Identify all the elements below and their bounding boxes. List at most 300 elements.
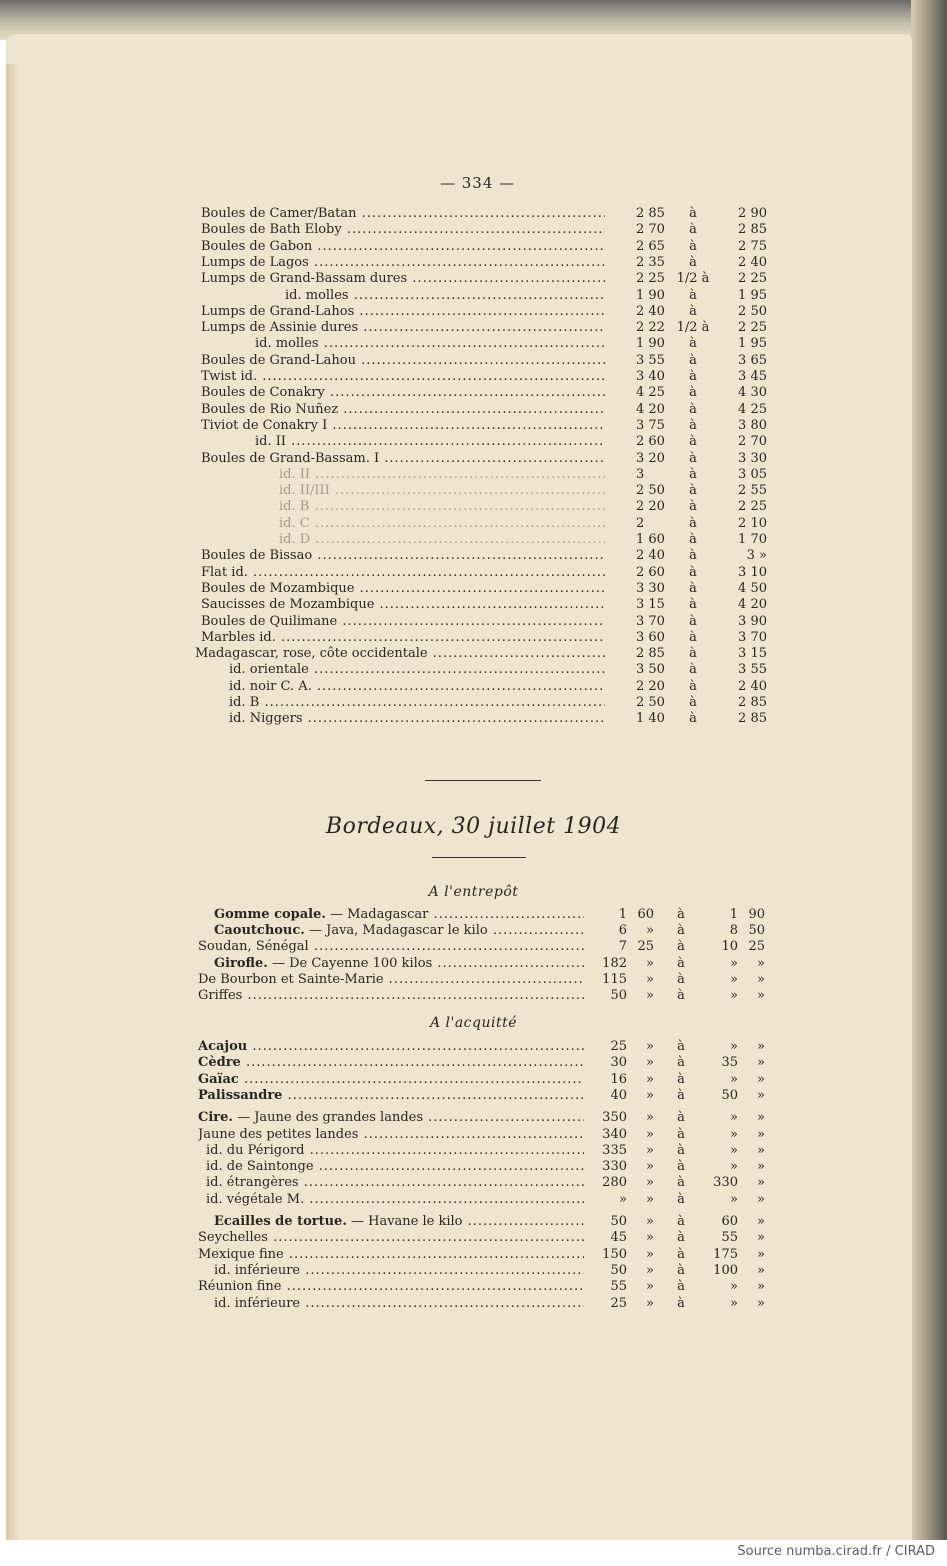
price-separator: à [689, 695, 697, 710]
price-high: 2 10 [738, 515, 767, 531]
price-separator: 1/2 à [676, 320, 710, 336]
table-row [0, 1175, 947, 1191]
price-high-units: 175 [713, 1246, 738, 1262]
price-high: 3 » [746, 548, 767, 564]
row-label: Boules de Grand-Bassam. I ..... [201, 451, 605, 467]
price-high-cents: » [757, 1055, 765, 1071]
price-high: 2 55 [738, 483, 767, 499]
price-separator: 1/2 à [676, 271, 710, 287]
table-row [0, 222, 947, 238]
price-low: 2 40 [636, 548, 665, 564]
price-separator: à [677, 1039, 685, 1054]
price-low-units: 280 [602, 1175, 627, 1191]
table-row [0, 1279, 947, 1295]
price-high: 4 20 [738, 597, 767, 613]
table-row [0, 1263, 947, 1279]
row-label-bold: Gaïac [198, 1071, 239, 1087]
price-low: 2 35 [636, 254, 665, 270]
price-low: 2 20 [636, 678, 665, 694]
table-row [0, 662, 947, 678]
row-label: Boules de Mozambique ..... [201, 581, 605, 597]
price-separator: à [689, 613, 697, 629]
price-high-cents: » [757, 1142, 765, 1158]
row-label: id. molles ..... [285, 288, 605, 304]
price-separator: à [689, 385, 697, 401]
price-separator: à [689, 597, 697, 613]
table-row [0, 1247, 947, 1263]
row-label: Twist id. ..... [201, 369, 605, 385]
table-row [0, 434, 947, 450]
price-low-cents: » [646, 1295, 654, 1311]
price-high: 3 45 [738, 369, 767, 384]
price-high-units: » [730, 1191, 738, 1207]
price-high: 3 10 [738, 564, 767, 580]
table-row [0, 499, 947, 515]
price-separator: à [677, 1142, 685, 1158]
price-low: 3 70 [636, 613, 665, 629]
row-label-text: id. inférieure [214, 1262, 301, 1278]
price-low-cents: » [646, 1262, 654, 1278]
row-label: id. molles ..... [255, 336, 605, 352]
price-low-units: 150 [602, 1246, 627, 1262]
price-high-cents: 90 [748, 907, 765, 922]
price-low-units: 25 [610, 1295, 627, 1311]
price-low-units: 45 [610, 1230, 627, 1246]
price-high: 3 05 [738, 466, 767, 482]
price-separator: à [677, 1175, 685, 1191]
row-label-text: id. étrangères [206, 1175, 299, 1191]
price-separator: à [689, 336, 697, 352]
row-label: id. II/III ..... [279, 483, 605, 499]
price-low: 2 20 [636, 499, 665, 515]
row-label: Boules de Rio Nuñez ..... [201, 402, 605, 418]
table-row [0, 1127, 947, 1143]
row-label-text: Griffes [198, 988, 243, 1003]
price-low-units: 350 [602, 1110, 627, 1126]
price-low-cents: » [646, 1279, 654, 1295]
price-separator: à [689, 254, 697, 270]
table-row [0, 353, 947, 369]
row-label-bold: Caoutchouc. [214, 923, 305, 939]
price-low-units: 16 [610, 1071, 627, 1087]
table-row [0, 1214, 947, 1230]
price-low-units: 115 [602, 971, 627, 987]
price-high: 2 85 [738, 222, 767, 238]
row-label [214, 956, 584, 972]
row-label: id. B ..... [279, 499, 605, 515]
price-low: 3 30 [636, 580, 665, 596]
row-label: Saucisses de Mozambique ..... [201, 597, 605, 613]
price-low-units: 182 [602, 955, 627, 971]
row-label [206, 1175, 584, 1191]
price-high-cents: » [757, 1214, 765, 1229]
row-label: Lumps de Lagos ..... [201, 255, 605, 271]
table-row [0, 320, 947, 336]
row-label [198, 1247, 584, 1263]
price-low: 3 50 [636, 662, 665, 678]
price-separator: à [677, 907, 685, 922]
price-high-units: 330 [713, 1175, 738, 1191]
price-high: 2 40 [738, 678, 767, 694]
price-low-units: 340 [602, 1126, 627, 1142]
price-separator: à [689, 564, 697, 580]
row-label [214, 923, 584, 939]
table-row [0, 1159, 947, 1175]
price-high-cents: » [757, 1175, 765, 1191]
price-low-units: 50 [610, 1262, 627, 1278]
row-label: id. II ..... [279, 467, 605, 483]
price-high: 2 85 [738, 695, 767, 710]
price-low: 2 65 [636, 238, 665, 254]
price-separator: à [677, 1262, 685, 1278]
price-separator: à [689, 678, 697, 694]
price-low: 3 15 [636, 597, 665, 613]
table-row [0, 1143, 947, 1159]
price-low-cents: 25 [637, 939, 654, 955]
table-row [0, 939, 947, 955]
price-low-cents: » [646, 1055, 654, 1071]
row-label: Flat id. ..... [201, 565, 605, 581]
price-high-cents: » [757, 1262, 765, 1278]
price-separator: à [677, 1087, 685, 1103]
table-row [0, 597, 947, 613]
price-low: 2 22 [636, 320, 665, 336]
price-low: 2 25 [636, 271, 665, 287]
price-low-cents: » [646, 955, 654, 971]
table-row [0, 1039, 947, 1055]
row-label [214, 1296, 584, 1312]
price-low-cents: 60 [637, 907, 654, 922]
price-separator: à [677, 1230, 685, 1246]
price-high: 3 55 [738, 662, 767, 678]
price-high-units: » [730, 955, 738, 971]
table-row [0, 288, 947, 304]
price-low-units: 40 [610, 1087, 627, 1103]
price-separator: à [689, 434, 697, 450]
price-high-units: » [730, 1142, 738, 1158]
price-separator: à [689, 711, 697, 727]
price-high-cents: » [757, 1110, 765, 1126]
price-high: 2 25 [738, 271, 767, 287]
table-row [0, 581, 947, 597]
price-separator: à [677, 955, 685, 971]
row-label: Boules de Gabon ..... [201, 239, 605, 255]
price-low: 2 70 [636, 222, 665, 238]
table-row [0, 630, 947, 646]
price-separator: à [689, 515, 697, 531]
row-label [198, 988, 584, 1004]
page-number: — 334 — [440, 174, 516, 192]
price-low-cents: » [646, 923, 654, 939]
price-separator: à [677, 1191, 685, 1207]
table-row [0, 385, 947, 401]
price-separator: à [689, 369, 697, 384]
price-high: 2 50 [738, 303, 767, 319]
row-label-text: Seychelles [198, 1230, 268, 1246]
row-label-text: — Madagascar [325, 907, 429, 922]
row-label [206, 1143, 584, 1159]
row-label: Tiviot de Conakry I ..... [201, 418, 605, 434]
row-label-text: id. végétale M. [206, 1191, 305, 1207]
price-low-cents: » [646, 1110, 654, 1126]
price-separator: à [689, 580, 697, 596]
row-label: Madagascar, rose, côte occidentale ..... [195, 646, 605, 662]
price-high: 3 90 [738, 613, 767, 629]
table-row [0, 548, 947, 564]
row-label [198, 972, 584, 988]
price-low: 3 20 [636, 450, 665, 466]
price-separator: à [689, 483, 697, 499]
price-low: 3 75 [636, 417, 665, 433]
price-separator: à [689, 401, 697, 417]
price-separator: à [689, 303, 697, 319]
heading-underline [432, 857, 526, 858]
price-high: 2 75 [738, 238, 767, 254]
row-label [206, 1159, 584, 1175]
price-high-units: » [730, 1126, 738, 1142]
price-separator: à [677, 939, 685, 955]
price-high-cents: » [757, 1126, 765, 1142]
price-low: 3 [636, 466, 645, 482]
table-row [0, 1072, 947, 1088]
row-label [198, 1127, 584, 1143]
price-high-units: 50 [721, 1087, 738, 1103]
price-separator: à [689, 466, 697, 482]
section-title-entrepot: A l'entrepôt [428, 884, 519, 900]
price-low-cents: » [646, 1230, 654, 1246]
price-high-cents: » [757, 971, 765, 987]
table-row [0, 988, 947, 1004]
price-low-units: 7 [618, 939, 627, 955]
price-high: 4 50 [738, 580, 767, 596]
price-separator: à [677, 1214, 685, 1229]
price-high: 3 70 [738, 629, 767, 645]
price-high: 2 25 [738, 320, 767, 336]
row-label-bold: Gomme copale. [214, 907, 326, 922]
price-low-cents: » [646, 1126, 654, 1142]
price-high: 2 90 [738, 206, 767, 221]
price-high: 3 80 [738, 417, 767, 433]
table-row [0, 1296, 947, 1312]
price-high-units: » [730, 1071, 738, 1087]
price-separator: à [677, 1071, 685, 1087]
table-row [0, 271, 947, 287]
price-low: 2 50 [636, 483, 665, 499]
price-low-cents: » [646, 971, 654, 987]
price-high-units: 60 [721, 1214, 738, 1229]
price-separator: à [677, 971, 685, 987]
price-low: 2 [636, 515, 645, 531]
price-high-units: » [730, 1279, 738, 1295]
price-low-cents: » [646, 1214, 654, 1229]
row-label-text: — Java, Madagascar le kilo [304, 923, 488, 939]
table-row [0, 956, 947, 972]
price-high-cents: » [757, 1039, 765, 1054]
table-row [0, 646, 947, 662]
price-low-cents: » [646, 1142, 654, 1158]
price-low-units: 1 [618, 907, 627, 922]
price-low-cents: » [646, 1191, 654, 1207]
row-label-bold: Acajou [198, 1039, 248, 1054]
price-low: 1 60 [636, 532, 665, 547]
row-label: id. Niggers ..... [229, 711, 605, 727]
table-row [0, 304, 947, 320]
row-label [198, 1055, 584, 1071]
price-low-units: 55 [610, 1279, 627, 1295]
price-high-units: 10 [721, 939, 738, 955]
price-separator: à [689, 499, 697, 515]
row-label-text: — Jaune des grandes landes [232, 1110, 423, 1126]
price-low: 1 40 [636, 711, 665, 727]
table-row [0, 418, 947, 434]
price-high-cents: » [757, 1246, 765, 1262]
row-label [198, 939, 584, 955]
table-row [0, 565, 947, 581]
row-label-text: Jaune des petites landes [198, 1126, 359, 1142]
price-high: 2 40 [738, 254, 767, 270]
price-high-cents: » [757, 1279, 765, 1295]
price-high-cents: » [757, 1295, 765, 1311]
price-separator: à [677, 1126, 685, 1142]
row-label-bold: Palissandre [198, 1087, 283, 1103]
row-label [214, 1263, 584, 1279]
price-high: 1 95 [738, 287, 767, 303]
price-high-units: 35 [721, 1055, 738, 1071]
row-label: Boules de Bath Eloby ..... [201, 222, 605, 238]
price-low-cents: » [646, 1087, 654, 1103]
price-high-units: 100 [713, 1262, 738, 1278]
row-label: Marbles id. ..... [201, 630, 605, 646]
table-row [0, 695, 947, 711]
price-low-cents: » [646, 1246, 654, 1262]
row-label: Boules de Camer/Batan ..... [201, 206, 605, 222]
table-row [0, 679, 947, 695]
price-low: 4 25 [636, 385, 665, 401]
city-heading: Bordeaux, 30 juillet 1904 [325, 814, 622, 839]
price-low: 2 85 [636, 646, 665, 662]
table-row [0, 532, 947, 548]
row-label-text: Réunion fine [198, 1279, 282, 1295]
price-separator: à [689, 532, 697, 547]
table-row [0, 614, 947, 630]
table-row [0, 451, 947, 467]
price-low: 2 85 [636, 206, 665, 221]
price-separator: à [689, 646, 697, 662]
price-separator: à [677, 1295, 685, 1311]
row-label: id. D ..... [279, 532, 605, 548]
row-label: Lumps de Grand-Lahos ..... [201, 304, 605, 320]
price-low-cents: » [646, 1071, 654, 1087]
price-separator: à [677, 1110, 685, 1126]
price-low: 2 50 [636, 695, 665, 710]
row-label: id. II ..... [255, 434, 605, 450]
price-high: 3 65 [738, 352, 767, 368]
row-label: id. noir C. A. ..... [229, 679, 605, 695]
table-row [0, 1055, 947, 1071]
row-label-text: id. du Périgord [206, 1142, 305, 1158]
price-high-cents: » [757, 1087, 765, 1103]
price-high-cents: » [757, 1230, 765, 1246]
section-title-acquitte: A l'acquitté [429, 1015, 518, 1031]
table-row [0, 467, 947, 483]
table-row [0, 239, 947, 255]
price-high-units: 1 [729, 907, 738, 922]
table-row [0, 516, 947, 532]
price-separator: à [689, 450, 697, 466]
row-label [198, 1088, 584, 1104]
price-low-units: 30 [610, 1055, 627, 1071]
price-high-cents: » [757, 1191, 765, 1207]
table-row [0, 369, 947, 385]
row-label [214, 907, 584, 923]
price-high-cents: » [757, 955, 765, 971]
row-label-bold: Cire. [198, 1110, 233, 1126]
row-label-bold: Ecailles de tortue. [214, 1214, 347, 1229]
row-label: Boules de Quilimane ..... [201, 614, 605, 630]
price-high: 4 25 [738, 401, 767, 417]
price-low: 4 20 [636, 401, 665, 417]
row-label-text: Mexique fine [198, 1246, 284, 1262]
price-low: 3 60 [636, 629, 665, 645]
price-separator: à [689, 222, 697, 238]
row-label [198, 1039, 584, 1055]
table-row [0, 483, 947, 499]
price-high: 2 70 [738, 434, 767, 450]
table-row [0, 402, 947, 418]
price-low: 1 90 [636, 336, 665, 352]
table-row [0, 255, 947, 271]
price-high-units: » [730, 988, 738, 1003]
row-label: Lumps de Assinie dures ..... [201, 320, 605, 336]
price-high-units: 8 [729, 923, 738, 939]
row-label: id. B ..... [229, 695, 605, 711]
table-row [0, 336, 947, 352]
price-low-units: 50 [610, 1214, 627, 1229]
table-row [0, 1230, 947, 1246]
price-low-units: » [619, 1191, 627, 1207]
row-label-text: — Havane le kilo [346, 1214, 463, 1229]
price-low: 3 40 [636, 369, 665, 384]
row-label: id. orientale ..... [229, 662, 605, 678]
price-low-units: 50 [610, 988, 627, 1003]
table-row [0, 1110, 947, 1126]
price-high-units: » [730, 1039, 738, 1054]
price-high-cents: » [757, 1071, 765, 1087]
table-row [0, 1088, 947, 1104]
row-label-text: De Bourbon et Sainte-Marie [198, 971, 384, 987]
row-label: id. C ..... [279, 516, 605, 532]
price-separator: à [689, 352, 697, 368]
row-label: Boules de Bissao ..... [201, 548, 605, 564]
row-label: Boules de Conakry ..... [201, 385, 605, 401]
table-row [0, 907, 947, 923]
row-label [198, 1279, 584, 1295]
price-high: 3 30 [738, 450, 767, 466]
row-label-bold: Cèdre [198, 1055, 241, 1071]
price-high-cents: » [757, 988, 765, 1003]
row-label: Boules de Grand-Lahou ..... [201, 353, 605, 369]
price-low: 1 90 [636, 287, 665, 303]
price-separator: à [677, 1055, 685, 1071]
price-low-units: 335 [602, 1142, 627, 1158]
price-separator: à [689, 662, 697, 678]
price-separator: à [689, 206, 697, 221]
row-label [198, 1072, 584, 1088]
price-low-units: 25 [610, 1039, 627, 1054]
price-separator: à [689, 287, 697, 303]
price-separator: à [677, 923, 685, 939]
price-separator: à [689, 548, 697, 564]
